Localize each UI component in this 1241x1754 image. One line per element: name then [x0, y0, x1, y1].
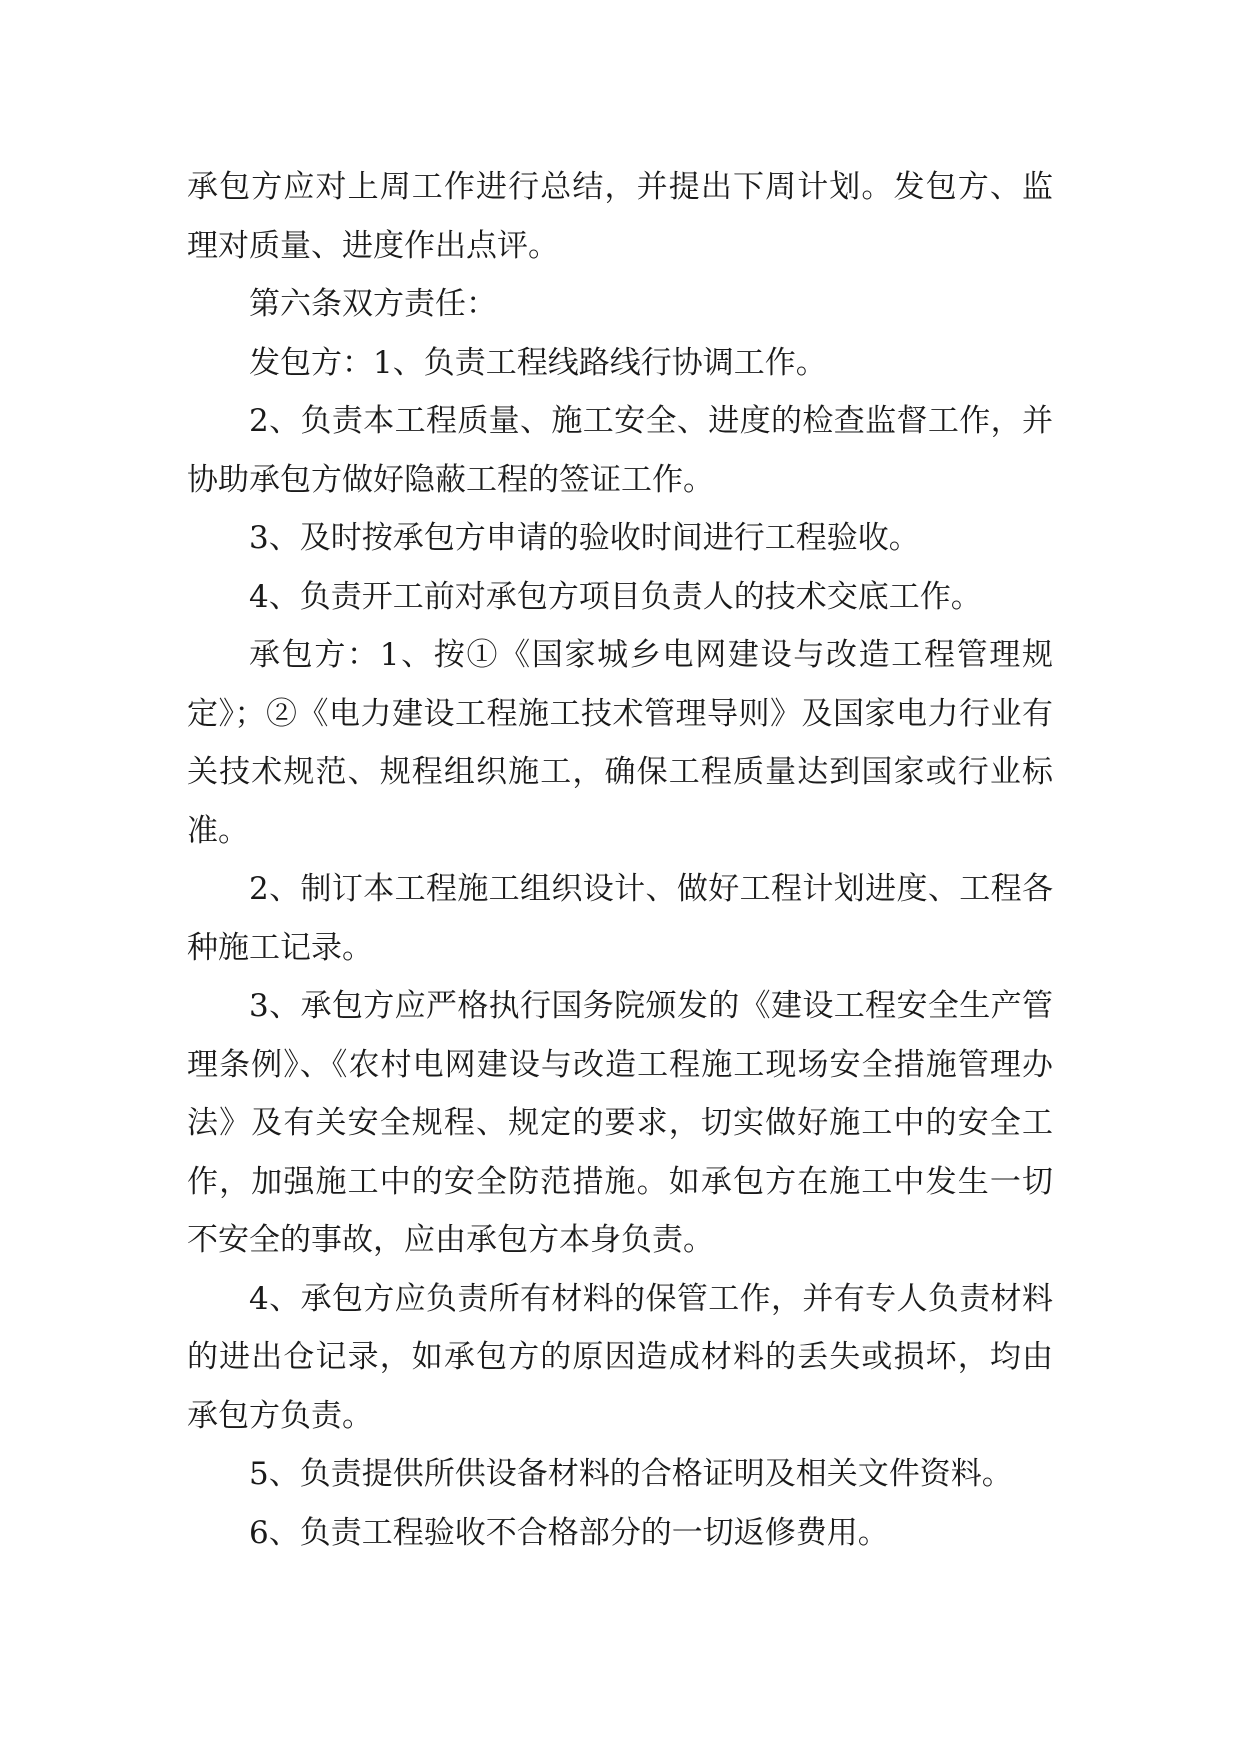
paragraph-contractor-duty-6: 6、负责工程验收不合格部分的一切返修费用。 [249, 1514, 889, 1551]
document-body [187, 158, 1053, 1562]
paragraph-employer-duty-4: 4、负责开工前对承包方项目负责人的技术交底工作。 [249, 578, 982, 615]
paragraph-contractor-duty-3: 3、承包方应严格执行国务院颁发的《建设工程安全生产管理条例》、《农村电网建设与改造工程施工现场安全措施管理办法》及有关安全规程、规定的要求，切实做好施工中的安全工作，加强施工中的安全防范措施。如承包方在施工中发生一切不安全的事故，应由承包方本身负责。 [187, 988, 1053, 1258]
section-heading-article-6: 第六条双方责任： [249, 286, 497, 322]
paragraph-contractor-duty-2: 2、制订本工程施工组织设计、做好工程计划进度、工程各种施工记录。 [187, 871, 1053, 966]
paragraph-employer-duty-3: 3、及时按承包方申请的验收时间进行工程验收。 [249, 520, 920, 556]
paragraph-employer-duty-1: 发包方：1、负责工程线路线行协调工作。 [249, 344, 827, 381]
paragraph-contractor-duty-4: 4、承包方应负责所有材料的保管工作，并有专人负责材料的进出仓记录，如承包方的原因造成材料的丢失或损坏，均由承包方负责。 [187, 1280, 1053, 1434]
paragraph-contractor-duty-1: 承包方：1、按①《国家城乡电网建设与改造工程管理规定》；②《电力建设工程施工技术管理导则》及国家电力行业有关技术规范、规程组织施工，确保工程质量达到国家或行业标准。 [187, 637, 1053, 849]
paragraph-employer-duty-2: 2、负责本工程质量、施工安全、进度的检查监督工作，并协助承包方做好隐蔽工程的签证工作。 [187, 403, 1053, 498]
paragraph-weekly-summary: 承包方应对上周工作进行总结，并提出下周计划。发包方、监理对质量、进度作出点评。 [187, 169, 1053, 264]
paragraph-contractor-duty-5: 5、负责提供所供设备材料的合格证明及相关文件资料。 [249, 1456, 1013, 1492]
